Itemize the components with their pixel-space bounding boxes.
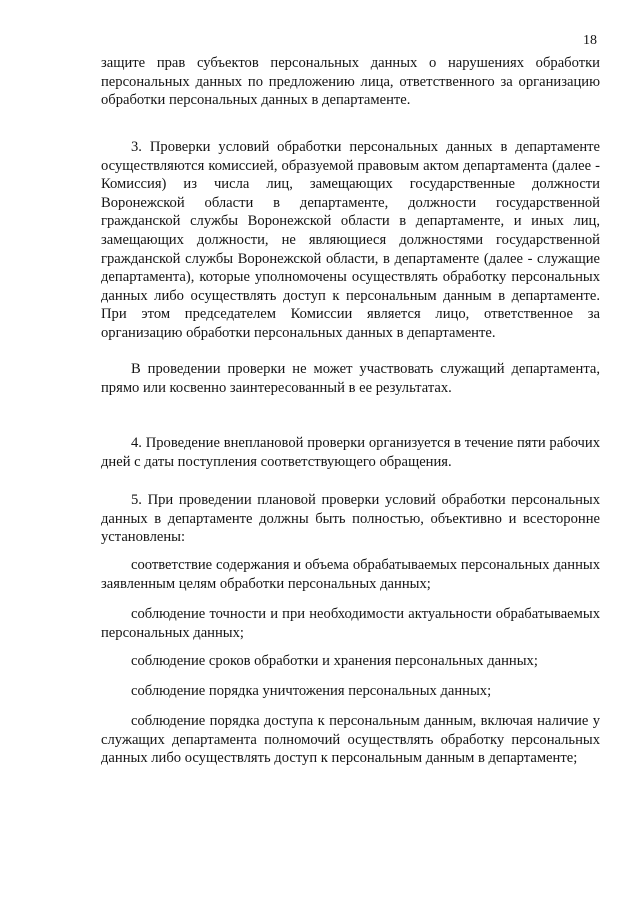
paragraph-item-4: 4. Проведение внеплановой проверки организуется в течение пяти рабочих дней с даты поступления соответствующего обращения. bbox=[101, 435, 600, 470]
paragraph-item-5: 5. При проведении плановой проверки условий обработки персональных данных в департаменте должны быть полностью, объективно и всесторонне установлены: bbox=[101, 492, 600, 546]
list-item-content-volume: соответствие содержания и объема обрабатываемых персональных данных заявленным целям обработки персональных данных; bbox=[101, 557, 600, 592]
list-item-retention-terms: соблюдение сроков обработки и хранения персональных данных; bbox=[131, 653, 538, 669]
paragraph-conflict-of-interest: В проведении проверки не может участвовать служащий департамента, прямо или косвенно заинтересованный в ее результатах. bbox=[101, 361, 600, 396]
list-item-access-procedure: соблюдение порядка доступа к персональным данным, включая наличие у служащих департамента полномочий осуществлять обработку персональных данных либо осуществлять доступ к персональным данным в департаменте; bbox=[101, 713, 600, 767]
list-item-destruction-procedure: соблюдение порядка уничтожения персональных данных; bbox=[131, 683, 492, 699]
list-item-accuracy: соблюдение точности и при необходимости актуальности обрабатываемых персональных данных; bbox=[101, 606, 600, 641]
page-number: 18 bbox=[583, 33, 597, 48]
paragraph-item-3: 3. Проверки условий обработки персональных данных в департаменте осуществляются комиссией, образуемой правовым актом департамента (далее - Комиссия) из числа лиц, замещающих государственные должности Воронежской области в департаменте, должности государственной гражданской службы Воронежской области в департаменте, и иных лиц, замещающих должности, не являющиеся должностями государственной гражданской службы Воронежской области, в департаменте (далее - служащие департамента), которые уполномочены осуществлять обработку персональных данных либо осуществлять доступ к персональным данным в департаменте. При этом председателем Комиссии является лицо, ответственное за организацию обработки персональных данных в департаменте. bbox=[101, 139, 600, 341]
paragraph-continuation: защите прав субъектов персональных данных о нарушениях обработки персональных данных по предложению лица, ответственного за организацию обработки персональных данных в департаменте. bbox=[101, 55, 600, 109]
